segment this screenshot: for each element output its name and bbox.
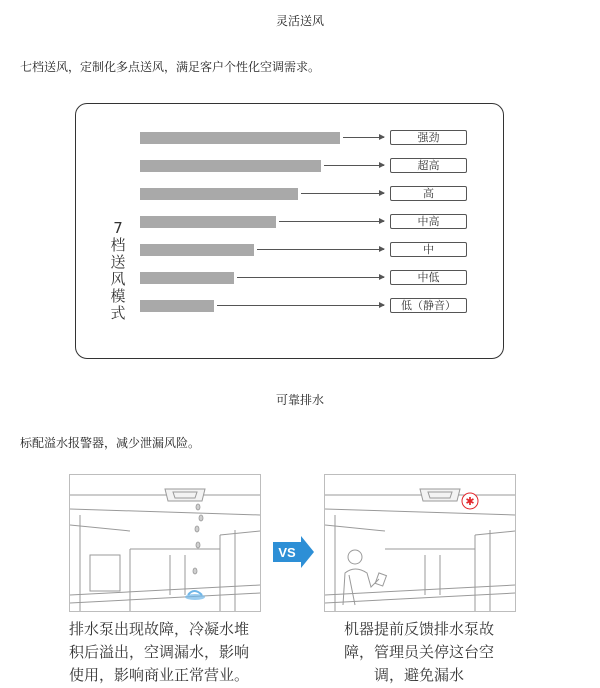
speed-level-arrow-icon: [279, 221, 384, 222]
section-title-flexible-airflow: 灵活送风: [275, 14, 324, 28]
vertical-label-char: 模: [110, 287, 126, 305]
vs-label: VS: [278, 545, 296, 560]
speed-level-row: [0, 244, 600, 258]
left-caption-line: 使用，影响商业正常营业。: [68, 666, 249, 684]
section-title-reliable-drainage: 可靠排水: [275, 393, 324, 407]
speed-level-bar: [140, 160, 321, 172]
illustration-alarm-notify: [324, 474, 516, 612]
speed-level-label: 低（静音）: [390, 298, 467, 313]
speed-level-bar: [140, 216, 276, 228]
vs-arrow-icon: [271, 536, 315, 568]
speed-level-bar: [140, 244, 254, 256]
vertical-label-char: 档: [110, 236, 126, 254]
speed-level-row: [0, 160, 600, 174]
speed-level-label: 高: [390, 186, 467, 201]
speed-level-label: 强劲: [390, 130, 467, 145]
alarm-room-drawing: [325, 475, 515, 611]
leaking-room-drawing: [70, 475, 260, 611]
right-caption-line: 机器提前反馈排水泵故: [343, 620, 494, 638]
illustration-leaking-ac: [69, 474, 261, 612]
speed-level-row: [0, 132, 600, 146]
speed-level-row: [0, 216, 600, 230]
vertical-label-char: 风: [110, 270, 126, 288]
speed-level-row: [0, 300, 600, 314]
speed-level-arrow-icon: [257, 249, 384, 250]
speed-level-bar: [140, 300, 214, 312]
speed-level-label: 中: [390, 242, 467, 257]
airflow-description: 七档送风，定制化多点送风，满足客户个性化空调需求。: [20, 60, 321, 74]
speed-level-arrow-icon: [301, 193, 384, 194]
left-caption: [59, 618, 259, 687]
speed-level-label: 超高: [390, 158, 467, 173]
right-caption-line: 障，管理员关停这台空: [343, 643, 494, 661]
right-caption-line: 调，避免漏水: [373, 666, 464, 684]
speed-level-arrow-icon: [217, 305, 384, 306]
vertical-label-char: 送: [110, 253, 126, 271]
vertical-label-char: 7: [113, 219, 123, 237]
alarm-icon: ✱: [465, 495, 475, 508]
vertical-label-char: 式: [110, 304, 126, 322]
vs-badge: [271, 536, 315, 568]
speed-level-bar: [140, 272, 234, 284]
speed-level-bar: [140, 132, 340, 144]
left-caption-line: 排水泵出现故障，冷凝水堆: [68, 620, 249, 638]
speed-level-label: 中高: [390, 214, 467, 229]
speed-level-row: [0, 272, 600, 286]
speed-level-bar: [140, 188, 298, 200]
speed-level-arrow-icon: [343, 137, 384, 138]
speed-level-label: 中低: [390, 270, 467, 285]
speed-level-row: [0, 188, 600, 202]
left-caption-line: 积后溢出，空调漏水，影响: [68, 643, 249, 661]
speed-level-arrow-icon: [237, 277, 384, 278]
speed-level-arrow-icon: [324, 165, 384, 166]
right-caption: [319, 618, 519, 687]
drainage-description: 标配溢水报警器，减少泄漏风险。: [20, 436, 201, 450]
